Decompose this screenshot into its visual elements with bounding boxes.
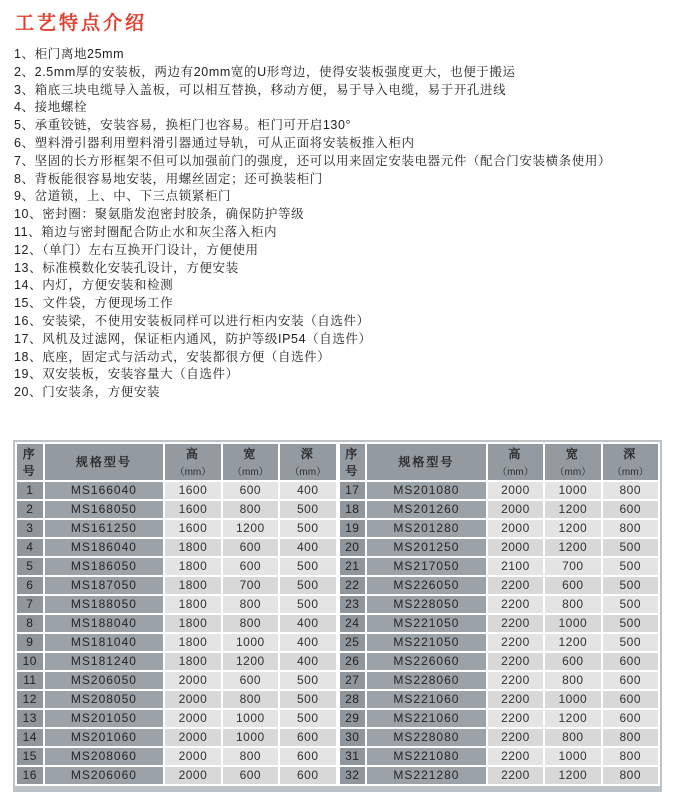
depth-mm: 500 bbox=[279, 690, 336, 709]
row-index: 18 bbox=[339, 500, 367, 519]
width-mm: 1200 bbox=[544, 633, 601, 652]
depth-mm: 500 bbox=[279, 595, 336, 614]
height-mm: 2200 bbox=[487, 728, 544, 747]
width-mm: 800 bbox=[222, 500, 279, 519]
height-mm: 1800 bbox=[164, 652, 221, 671]
header-height-mm: 高 （mm） bbox=[164, 443, 221, 481]
model-number: MS206050 bbox=[44, 671, 165, 690]
table-row bbox=[16, 671, 337, 690]
width-mm: 1000 bbox=[544, 747, 601, 766]
table-row bbox=[16, 690, 337, 709]
table-row bbox=[16, 519, 337, 538]
width-mm: 1000 bbox=[222, 709, 279, 728]
height-mm: 2200 bbox=[487, 595, 544, 614]
model-number: MS226060 bbox=[366, 652, 487, 671]
width-mm: 600 bbox=[222, 538, 279, 557]
depth-mm: 800 bbox=[602, 481, 659, 500]
height-mm: 2000 bbox=[487, 500, 544, 519]
height-mm: 1800 bbox=[164, 595, 221, 614]
width-mm: 600 bbox=[222, 671, 279, 690]
model-number: MS208050 bbox=[44, 690, 165, 709]
table-row bbox=[16, 633, 337, 652]
feature-item: 6、塑料滑引器利用塑料滑引器通过导轨，可从正面将安装板推入柜内 bbox=[14, 135, 415, 150]
height-mm: 2000 bbox=[164, 671, 221, 690]
width-mm: 600 bbox=[222, 766, 279, 785]
feature-item: 11、箱边与密封圈配合防止水和灰尘落入柜内 bbox=[14, 224, 278, 239]
row-index: 29 bbox=[339, 709, 367, 728]
spec-table-right-header bbox=[339, 443, 660, 481]
table-row bbox=[16, 500, 337, 519]
feature-item: 2、2.5mm厚的安装板，两边有20mm宽的U形弯边，使得安装板强度更大，也便于搬运 bbox=[14, 64, 516, 79]
depth-mm: 400 bbox=[279, 614, 336, 633]
spec-table-right-body bbox=[339, 481, 660, 785]
height-mm: 2000 bbox=[164, 709, 221, 728]
height-mm: 1800 bbox=[164, 557, 221, 576]
feature-item: 1、柜门离地25mm bbox=[14, 47, 125, 61]
table-row bbox=[339, 747, 660, 766]
width-mm: 1000 bbox=[222, 728, 279, 747]
spec-table bbox=[13, 440, 662, 792]
spec-table-left bbox=[15, 442, 338, 786]
header-height-mm: 高 （mm） bbox=[487, 443, 544, 481]
row-index: 26 bbox=[339, 652, 367, 671]
model-number: MS226050 bbox=[366, 576, 487, 595]
width-mm: 1200 bbox=[544, 538, 601, 557]
model-number: MS206060 bbox=[44, 766, 165, 785]
height-mm: 2200 bbox=[487, 709, 544, 728]
table-row bbox=[339, 728, 660, 747]
model-number: MS201050 bbox=[44, 709, 165, 728]
width-mm: 700 bbox=[544, 557, 601, 576]
width-mm: 600 bbox=[544, 652, 601, 671]
table-row bbox=[16, 481, 337, 500]
width-mm: 600 bbox=[544, 576, 601, 595]
height-mm: 2200 bbox=[487, 576, 544, 595]
depth-mm: 600 bbox=[602, 709, 659, 728]
feature-item: 15、文件袋，方便现场工作 bbox=[14, 296, 174, 311]
table-row bbox=[16, 595, 337, 614]
table-row bbox=[16, 728, 337, 747]
depth-mm: 600 bbox=[279, 728, 336, 747]
table-row bbox=[339, 709, 660, 728]
model-number: MS166040 bbox=[44, 481, 165, 500]
model-number: MS161250 bbox=[44, 519, 165, 538]
width-mm: 1000 bbox=[544, 481, 601, 500]
feature-item: 13、标准模数化安装孔设计，方便安装 bbox=[14, 260, 239, 275]
width-mm: 800 bbox=[544, 595, 601, 614]
table-row bbox=[339, 690, 660, 709]
header-width-mm: 宽 （mm） bbox=[544, 443, 601, 481]
row-index: 14 bbox=[16, 728, 44, 747]
row-index: 15 bbox=[16, 747, 44, 766]
depth-mm: 600 bbox=[602, 690, 659, 709]
spec-table-left-body bbox=[16, 481, 337, 785]
width-mm: 800 bbox=[222, 614, 279, 633]
table-row bbox=[16, 614, 337, 633]
table-row bbox=[339, 652, 660, 671]
row-index: 21 bbox=[339, 557, 367, 576]
row-index: 13 bbox=[16, 709, 44, 728]
row-index: 11 bbox=[16, 671, 44, 690]
table-row bbox=[339, 671, 660, 690]
feature-item: 10、密封圈：聚氨脂发泡密封胶条，确保防护等级 bbox=[14, 207, 305, 222]
header-row-index: 序号 bbox=[339, 443, 367, 481]
row-index: 3 bbox=[16, 519, 44, 538]
header-depth-mm: 深 （mm） bbox=[602, 443, 659, 481]
row-index: 25 bbox=[339, 633, 367, 652]
model-number: MS228080 bbox=[366, 728, 487, 747]
depth-mm: 600 bbox=[602, 671, 659, 690]
model-number: MS201260 bbox=[366, 500, 487, 519]
row-index: 6 bbox=[16, 576, 44, 595]
width-mm: 800 bbox=[544, 728, 601, 747]
depth-mm: 400 bbox=[279, 652, 336, 671]
height-mm: 2200 bbox=[487, 652, 544, 671]
header-row bbox=[339, 443, 660, 481]
table-row bbox=[16, 709, 337, 728]
width-mm: 1200 bbox=[222, 519, 279, 538]
feature-item: 8、背板能很容易地安装，用螺丝固定；还可换装柜门 bbox=[14, 171, 323, 186]
depth-mm: 400 bbox=[279, 538, 336, 557]
height-mm: 1600 bbox=[164, 519, 221, 538]
row-index: 12 bbox=[16, 690, 44, 709]
width-mm: 1200 bbox=[544, 709, 601, 728]
feature-item: 16、安装梁，不使用安装板同样可以进行柜内安装（自选件） bbox=[14, 313, 370, 328]
model-number: MS221060 bbox=[366, 709, 487, 728]
row-index: 28 bbox=[339, 690, 367, 709]
row-index: 7 bbox=[16, 595, 44, 614]
page-title: 工艺特点介绍 bbox=[15, 13, 148, 34]
height-mm: 2000 bbox=[487, 481, 544, 500]
table-row bbox=[339, 766, 660, 785]
feature-item: 12、（单门）左右互换开门设计，方便使用 bbox=[14, 242, 259, 257]
width-mm: 1000 bbox=[222, 633, 279, 652]
model-number: MS186050 bbox=[44, 557, 165, 576]
header-width-mm: 宽 （mm） bbox=[222, 443, 279, 481]
width-mm: 600 bbox=[222, 557, 279, 576]
row-index: 27 bbox=[339, 671, 367, 690]
row-index: 24 bbox=[339, 614, 367, 633]
row-index: 32 bbox=[339, 766, 367, 785]
row-index: 19 bbox=[339, 519, 367, 538]
feature-item: 19、双安装板，安装容量大（自选件） bbox=[14, 367, 239, 382]
feature-item: 14、内灯，方便安装和检测 bbox=[14, 278, 174, 293]
row-index: 4 bbox=[16, 538, 44, 557]
table-row bbox=[16, 538, 337, 557]
depth-mm: 600 bbox=[602, 652, 659, 671]
table-row bbox=[339, 614, 660, 633]
depth-mm: 500 bbox=[602, 557, 659, 576]
row-index: 5 bbox=[16, 557, 44, 576]
height-mm: 2200 bbox=[487, 766, 544, 785]
row-index: 30 bbox=[339, 728, 367, 747]
header-row bbox=[16, 443, 337, 481]
header-model-number: 规格型号 bbox=[366, 443, 487, 481]
header-row-index: 序号 bbox=[16, 443, 44, 481]
depth-mm: 800 bbox=[602, 728, 659, 747]
row-index: 10 bbox=[16, 652, 44, 671]
table-row bbox=[339, 595, 660, 614]
depth-mm: 500 bbox=[602, 576, 659, 595]
width-mm: 800 bbox=[222, 595, 279, 614]
model-number: MS201280 bbox=[366, 519, 487, 538]
height-mm: 2000 bbox=[164, 728, 221, 747]
table-row bbox=[16, 747, 337, 766]
height-mm: 1600 bbox=[164, 481, 221, 500]
height-mm: 2200 bbox=[487, 690, 544, 709]
row-index: 17 bbox=[339, 481, 367, 500]
model-number: MS186040 bbox=[44, 538, 165, 557]
table-row bbox=[339, 557, 660, 576]
height-mm: 1800 bbox=[164, 538, 221, 557]
width-mm: 1000 bbox=[544, 690, 601, 709]
model-number: MS201080 bbox=[366, 481, 487, 500]
width-mm: 700 bbox=[222, 576, 279, 595]
height-mm: 2200 bbox=[487, 671, 544, 690]
width-mm: 600 bbox=[222, 481, 279, 500]
depth-mm: 600 bbox=[279, 747, 336, 766]
model-number: MS168050 bbox=[44, 500, 165, 519]
width-mm: 1200 bbox=[544, 500, 601, 519]
model-number: MS217050 bbox=[366, 557, 487, 576]
height-mm: 2200 bbox=[487, 614, 544, 633]
feature-item: 9、岔道锁，上、中、下三点锁紧柜门 bbox=[14, 189, 232, 204]
width-mm: 1000 bbox=[544, 614, 601, 633]
height-mm: 2100 bbox=[487, 557, 544, 576]
depth-mm: 600 bbox=[279, 766, 336, 785]
header-depth-mm: 深 （mm） bbox=[279, 443, 336, 481]
depth-mm: 800 bbox=[602, 747, 659, 766]
depth-mm: 500 bbox=[279, 519, 336, 538]
model-number: MS187050 bbox=[44, 576, 165, 595]
model-number: MS181240 bbox=[44, 652, 165, 671]
feature-item: 3、箱底三块电缆导入盖板，可以相互替换，移动方便，易于导入电缆，易于开孔进线 bbox=[14, 82, 507, 97]
model-number: MS228060 bbox=[366, 671, 487, 690]
model-number: MS208060 bbox=[44, 747, 165, 766]
row-index: 2 bbox=[16, 500, 44, 519]
row-index: 20 bbox=[339, 538, 367, 557]
depth-mm: 500 bbox=[602, 614, 659, 633]
row-index: 9 bbox=[16, 633, 44, 652]
table-row bbox=[16, 766, 337, 785]
features-list bbox=[14, 46, 662, 402]
height-mm: 2000 bbox=[487, 519, 544, 538]
depth-mm: 500 bbox=[279, 709, 336, 728]
width-mm: 800 bbox=[222, 690, 279, 709]
depth-mm: 500 bbox=[279, 500, 336, 519]
width-mm: 1200 bbox=[544, 519, 601, 538]
header-model-number: 规格型号 bbox=[44, 443, 165, 481]
model-number: MS221080 bbox=[366, 747, 487, 766]
width-mm: 800 bbox=[544, 671, 601, 690]
model-number: MS221280 bbox=[366, 766, 487, 785]
depth-mm: 500 bbox=[602, 633, 659, 652]
model-number: MS221050 bbox=[366, 614, 487, 633]
model-number: MS221050 bbox=[366, 633, 487, 652]
row-index: 1 bbox=[16, 481, 44, 500]
model-number: MS201060 bbox=[44, 728, 165, 747]
height-mm: 2000 bbox=[164, 690, 221, 709]
width-mm: 1200 bbox=[544, 766, 601, 785]
model-number: MS221060 bbox=[366, 690, 487, 709]
table-row bbox=[339, 500, 660, 519]
feature-item: 7、坚固的长方形框架不但可以加强前门的强度，还可以用来固定安装电器元件（配合门安装横条使用） bbox=[14, 153, 612, 168]
row-index: 16 bbox=[16, 766, 44, 785]
row-index: 23 bbox=[339, 595, 367, 614]
height-mm: 1600 bbox=[164, 500, 221, 519]
depth-mm: 500 bbox=[279, 671, 336, 690]
height-mm: 1800 bbox=[164, 576, 221, 595]
row-index: 31 bbox=[339, 747, 367, 766]
feature-item: 17、风机及过滤网，保证柜内通风，防护等级IP54（自选件） bbox=[14, 331, 372, 346]
depth-mm: 400 bbox=[279, 481, 336, 500]
feature-item: 4、接地螺栓 bbox=[14, 100, 88, 115]
table-row bbox=[339, 481, 660, 500]
height-mm: 1800 bbox=[164, 633, 221, 652]
width-mm: 800 bbox=[222, 747, 279, 766]
width-mm: 1200 bbox=[222, 652, 279, 671]
depth-mm: 600 bbox=[602, 500, 659, 519]
depth-mm: 500 bbox=[602, 595, 659, 614]
table-row bbox=[339, 576, 660, 595]
depth-mm: 500 bbox=[279, 576, 336, 595]
table-row bbox=[339, 633, 660, 652]
table-row bbox=[16, 576, 337, 595]
feature-item: 5、承重铰链，安装容易，换柜门也容易。柜门可开启130° bbox=[14, 118, 352, 133]
depth-mm: 800 bbox=[602, 766, 659, 785]
spec-table-left-header bbox=[16, 443, 337, 481]
feature-item: 18、底座，固定式与活动式，安装都很方便（自选件） bbox=[14, 349, 331, 364]
depth-mm: 500 bbox=[602, 538, 659, 557]
depth-mm: 500 bbox=[279, 557, 336, 576]
depth-mm: 400 bbox=[279, 633, 336, 652]
feature-item: 20、门安装条，方便安装 bbox=[14, 385, 161, 400]
model-number: MS181040 bbox=[44, 633, 165, 652]
row-index: 8 bbox=[16, 614, 44, 633]
table-row bbox=[339, 519, 660, 538]
table-row bbox=[339, 538, 660, 557]
model-number: MS201250 bbox=[366, 538, 487, 557]
depth-mm: 800 bbox=[602, 519, 659, 538]
height-mm: 1800 bbox=[164, 614, 221, 633]
model-number: MS188040 bbox=[44, 614, 165, 633]
spec-table-right bbox=[338, 442, 661, 786]
height-mm: 2200 bbox=[487, 747, 544, 766]
model-number: MS228050 bbox=[366, 595, 487, 614]
height-mm: 2000 bbox=[164, 747, 221, 766]
row-index: 22 bbox=[339, 576, 367, 595]
model-number: MS188050 bbox=[44, 595, 165, 614]
table-row bbox=[16, 557, 337, 576]
height-mm: 2000 bbox=[164, 766, 221, 785]
height-mm: 2200 bbox=[487, 633, 544, 652]
table-row bbox=[16, 652, 337, 671]
height-mm: 2000 bbox=[487, 538, 544, 557]
